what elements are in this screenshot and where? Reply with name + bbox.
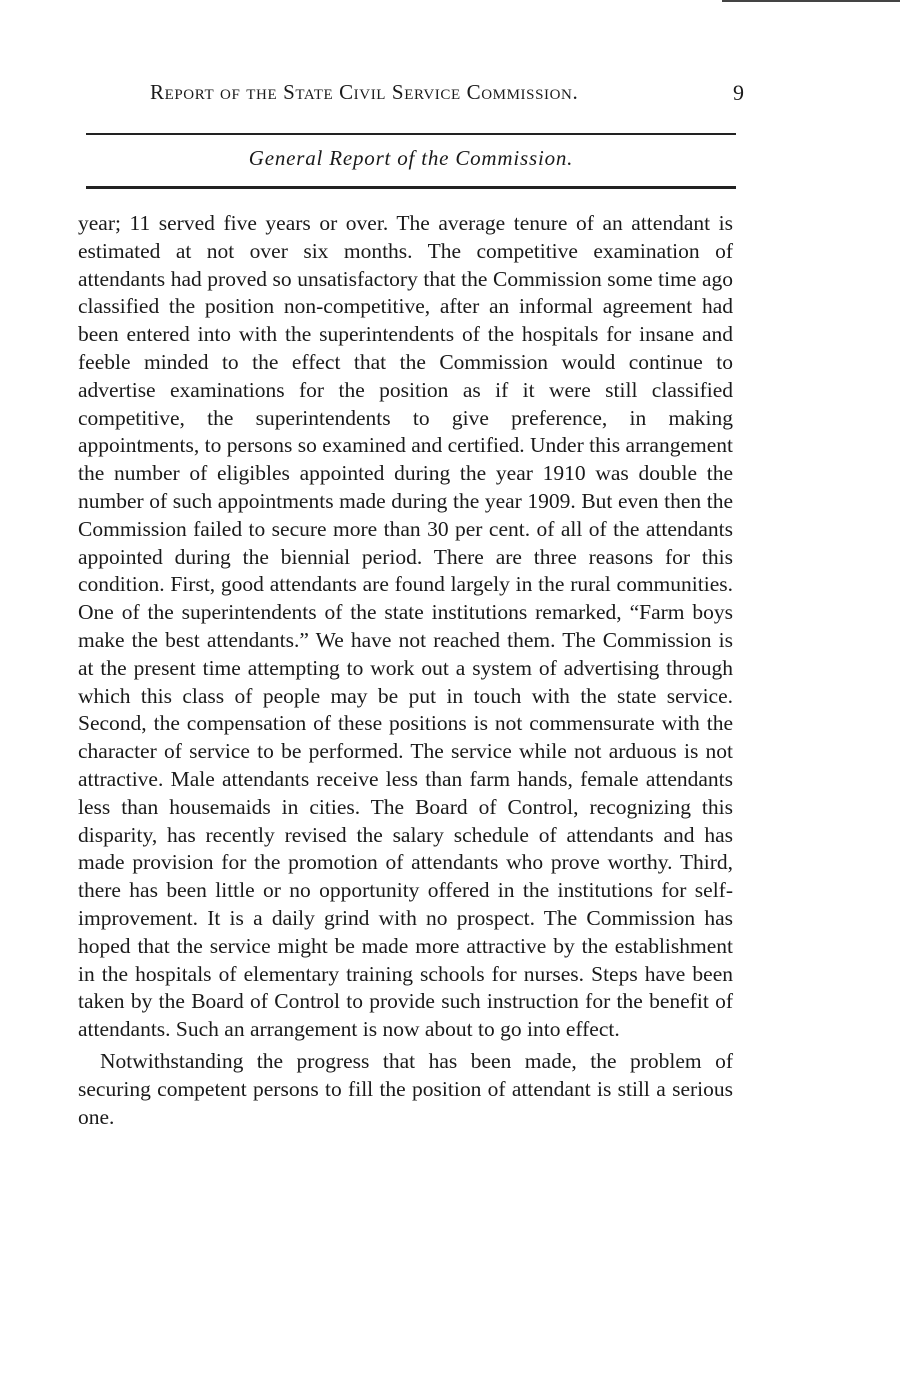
header-rule-bottom bbox=[86, 186, 736, 189]
paragraph-2: Notwithstanding the progress that has been made, the problem of securing competent persons to fill the position of attendant is still a serious one. bbox=[78, 1048, 733, 1129]
header-rule-top bbox=[86, 133, 736, 135]
paragraph-1: year; 11 served five years or over. The average tenure of an attendant is estimated at not over six months. The competitive examination of attendants had proved so unsatisfactory that the Commission some time ago classified the position non-competitive, after an informal agreement had been entered into with the superintendents of the hospitals for insane and feeble minded to the effect that the Commission would continue to advertise examinations for the position as if it were still classified competitive, the superintendents to give preference, in making appointments, to persons so examined and certified. Under this arrangement the number of eligibles appointed during the year 1910 was double the number of such appointments made during the year 1909. But even then the Commission failed to secure more than 30 per cent. of all of the attendants appointed during the biennial period. There are three reasons for this condition. First, good attendants are found largely in the rural communities. One of the superintendents of the state institutions remarked, “Farm boys make the best attendants.” We have not reached them. The Commission is at the present time attempting to work out a system of advertising through which this class of people may be put in touch with the state service. Second, the compensation of these positions is not commensurate with the character of service to be performed. The service while not arduous is not attractive. Male attendants receive less than farm hands, female attendants less than housemaids in cities. The Board of Control, recognizing this disparity, has recently revised the salary schedule of attendants and has made provision for the promotion of attendants who prove worthy. Third, there has been little or no opportunity offered in the institutions for self-improvement. It is a daily grind with no prospect. The Commission has hoped that the service might be made more attractive by the establishment in the hospitals of elementary training schools for nurses. Steps have been taken by the Board of Control to provide such instruction for the benefit of attendants. Such an arrangement is now about to go into effect. bbox=[78, 211, 733, 1042]
body-text bbox=[78, 210, 733, 1131]
page-number: 9 bbox=[733, 80, 744, 105]
running-head-title: Report of the State Civil Service Commission. bbox=[150, 80, 579, 104]
scan-edge-line bbox=[722, 0, 900, 2]
section-title: General Report of the Commission. bbox=[248, 146, 574, 170]
